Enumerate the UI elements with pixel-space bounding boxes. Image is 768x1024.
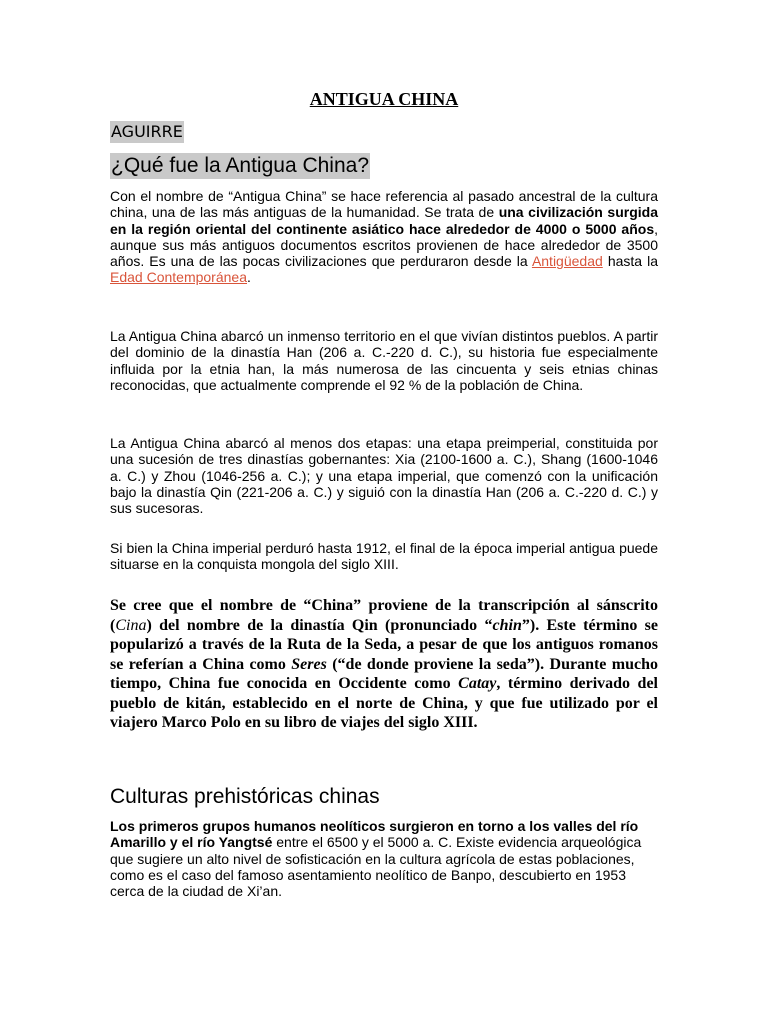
link-antiguedad[interactable]: Antigüedad bbox=[531, 253, 603, 270]
paragraph-etapas: La Antigua China abarcó al menos dos etapas: una etapa preimperial, constituida por una sucesión de tres dinastías gobernantes: Xia (2100-1600 a. C.), Shang (1600-1046 a. C.) y Zhou (1046-256 a. C.); y una etapa imperial, que comenzó con la unificación bajo la dinastía Qin (221-206 a. C.) y siguió con la dinastía Han (206 a. C.-220 d. C.) y sus sucesoras. bbox=[110, 435, 658, 517]
italic-catay: Catay bbox=[458, 675, 497, 692]
link-edad-contemporanea[interactable]: Edad Contemporánea bbox=[110, 269, 247, 286]
document-title: ANTIGUA CHINA bbox=[309, 89, 459, 109]
bold-text: Los primeros grupos humanos neolíticos surgieron en torno a los valles del río Amarillo y el río Yangtsé bbox=[110, 818, 639, 851]
paragraph-china-imperial: Si bien la China imperial perduró hasta 1912, el final de la época imperial antigua puede situarse en la conquista mongola del siglo XIII. bbox=[110, 540, 658, 573]
italic-cina: Cina bbox=[115, 616, 147, 634]
bold-text: una civilización surgida en la región oriental del continente asiático hace alrededor de 4000 o 5000 años bbox=[110, 204, 658, 237]
paragraph-nombre-china: Se cree que el nombre de “China” proviene de la transcripción al sánscrito (Cina) del nombre de la dinastía Qin (pronunciado “chin”). Este término se popularizó a través de la Ruta de la Seda, a pesar de que los antiguos romanos se referían a China como Seres (“de donde proviene la seda”). Durante mucho tiempo, China fue conocida en Occidente como Catay, término derivado del pueblo de kitán, establecido en el norte de China, y que fue utilizado por el viajero Marco Polo en su libro de viajes del siglo XIII. bbox=[110, 597, 659, 731]
italic-chin: chin bbox=[492, 616, 522, 634]
paragraph-culturas-neoliticas: Los primeros grupos humanos neolíticos surgieron en torno a los valles del río Amarillo y el río Yangtsé entre el 6500 y el 5000 a. C. Existe evidencia arqueológica que sugiere un alto nivel de sofisticación en la cultura agrícola de estas poblaciones, como es el caso del famoso asentamiento neolítico de Banpo, descubierto en 1953 cerca de la ciudad de Xi’an. bbox=[110, 818, 642, 900]
author-name: AGUIRRE bbox=[111, 122, 183, 141]
section-heading-culturas-prehistoricas: Culturas prehistóricas chinas bbox=[110, 785, 380, 808]
paragraph-territorio: La Antigua China abarcó un inmenso territorio en el que vivían distintos pueblos. A partir del dominio de la dinastía Han (206 a. C.-220 d. C.), su historia fue especialmente influida por la etnia han, la más numerosa de las cincuenta y seis etnias chinas reconocidas, que actualmente comprende el 92 % de la población de China. bbox=[110, 328, 658, 393]
italic-seres: Seres bbox=[291, 655, 327, 673]
paragraph-intro: Con el nombre de “Antigua China” se hace referencia al pasado ancestral de la cultura china, una de las más antiguas de la humanidad. Se trata de una civilización surgida en la región oriental del continente asiático hace alrededor de 4000 o 5000 años, aunque sus más antiguos documentos escritos provienen de hace alrededor de 3500 años. Es una de las pocas civilizaciones que perduraron desde la Antigüedad hasta la Edad Contemporánea. bbox=[110, 188, 658, 286]
section-heading-antigua-china: ¿Qué fue la Antigua China? bbox=[111, 154, 370, 177]
